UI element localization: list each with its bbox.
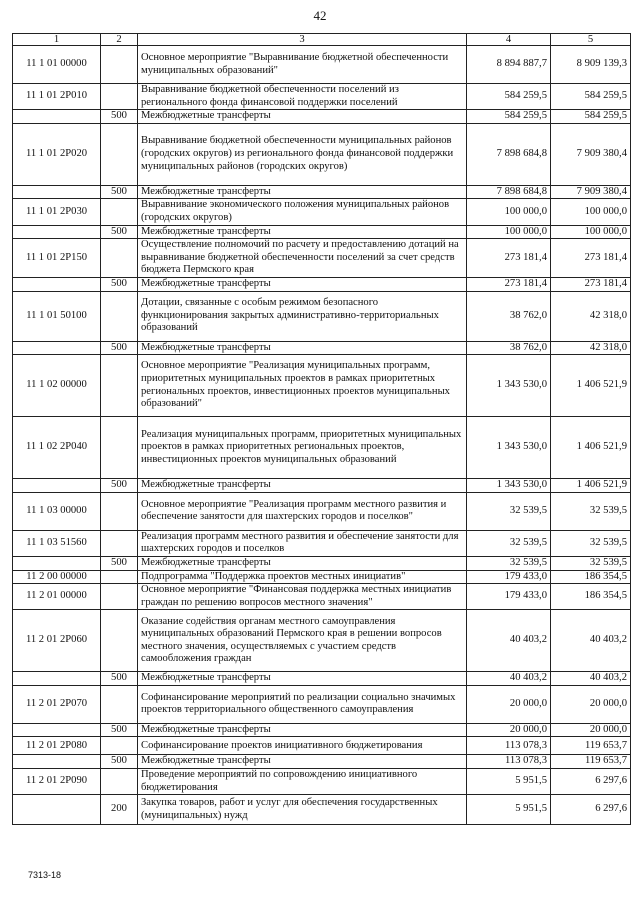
- row-value-year1: 584 259,5: [467, 84, 551, 110]
- row-value-year2: 7 909 380,4: [551, 185, 631, 199]
- row-code: 11 1 01 2Р150: [13, 239, 101, 278]
- row-name: Закупка товаров, работ и услуг для обеспечения государственных (муниципальных) нужд: [138, 795, 467, 825]
- row-expense-type: 500: [101, 755, 138, 769]
- column-header: 1: [13, 34, 101, 46]
- row-code: 11 1 01 00000: [13, 46, 101, 84]
- row-value-year1: 273 181,4: [467, 277, 551, 291]
- row-expense-type: [101, 291, 138, 341]
- row-name: Межбюджетные трансферты: [138, 110, 467, 124]
- row-value-year2: 6 297,6: [551, 795, 631, 825]
- row-name: Межбюджетные трансферты: [138, 277, 467, 291]
- row-code: 11 2 00 00000: [13, 570, 101, 584]
- table-row: [13, 277, 631, 291]
- row-code: 11 2 01 00000: [13, 584, 101, 610]
- row-name: Межбюджетные трансферты: [138, 341, 467, 355]
- row-code: [13, 185, 101, 199]
- column-header: 3: [138, 34, 467, 46]
- row-value-year2: 32 539,5: [551, 556, 631, 570]
- row-value-year1: 1 343 530,0: [467, 479, 551, 493]
- row-expense-type: 500: [101, 225, 138, 239]
- row-code: [13, 672, 101, 686]
- row-expense-type: [101, 685, 138, 723]
- row-value-year1: 113 078,3: [467, 755, 551, 769]
- row-expense-type: [101, 737, 138, 755]
- row-expense-type: [101, 239, 138, 278]
- row-value-year1: 20 000,0: [467, 685, 551, 723]
- table-row: [13, 530, 631, 556]
- table-row: [13, 479, 631, 493]
- table-row: [13, 341, 631, 355]
- row-name: Выравнивание бюджетной обеспеченности поселений из регионального фонда финансовой поддержки поселений: [138, 84, 467, 110]
- table-row: [13, 584, 631, 610]
- table-row: [13, 291, 631, 341]
- table-row: [13, 672, 631, 686]
- page-number: 42: [313, 8, 327, 23]
- row-value-year1: 32 539,5: [467, 556, 551, 570]
- row-name: Проведение мероприятий по сопровождению инициативного бюджетирования: [138, 769, 467, 795]
- row-code: [13, 479, 101, 493]
- row-code: 11 1 01 2Р030: [13, 199, 101, 225]
- table-row: [13, 225, 631, 239]
- row-value-year2: 186 354,5: [551, 570, 631, 584]
- row-value-year2: 42 318,0: [551, 341, 631, 355]
- row-code: [13, 723, 101, 737]
- row-name: Межбюджетные трансферты: [138, 672, 467, 686]
- row-value-year2: 20 000,0: [551, 723, 631, 737]
- table-row: [13, 46, 631, 84]
- row-value-year1: 20 000,0: [467, 723, 551, 737]
- row-name: Основное мероприятие "Выравнивание бюджетной обеспеченности муниципальных образований": [138, 46, 467, 84]
- row-expense-type: [101, 123, 138, 185]
- row-name: Выравнивание экономического положения муниципальных районов (городских округов): [138, 199, 467, 225]
- row-value-year1: 8 894 887,7: [467, 46, 551, 84]
- row-code: [13, 225, 101, 239]
- row-expense-type: [101, 769, 138, 795]
- row-expense-type: 500: [101, 185, 138, 199]
- row-value-year1: 5 951,5: [467, 795, 551, 825]
- row-value-year1: 179 433,0: [467, 584, 551, 610]
- row-value-year2: 40 403,2: [551, 672, 631, 686]
- row-expense-type: [101, 570, 138, 584]
- row-value-year2: 1 406 521,9: [551, 417, 631, 479]
- table-row: [13, 123, 631, 185]
- row-value-year2: 119 653,7: [551, 755, 631, 769]
- row-value-year2: 1 406 521,9: [551, 479, 631, 493]
- row-name: Подпрограмма "Поддержка проектов местных инициатив": [138, 570, 467, 584]
- row-value-year2: 100 000,0: [551, 199, 631, 225]
- row-value-year2: 584 259,5: [551, 110, 631, 124]
- row-name: Софинансирование мероприятий по реализации социально значимых проектов территориального общественного самоуправления: [138, 685, 467, 723]
- row-value-year1: 32 539,5: [467, 530, 551, 556]
- table-row: [13, 795, 631, 825]
- row-value-year1: 100 000,0: [467, 199, 551, 225]
- row-code: [13, 795, 101, 825]
- row-code: 11 1 01 2Р020: [13, 123, 101, 185]
- row-value-year1: 1 343 530,0: [467, 355, 551, 417]
- row-code: 11 2 01 2Р060: [13, 610, 101, 672]
- row-name: Софинансирование проектов инициативного бюджетирования: [138, 737, 467, 755]
- row-expense-type: 500: [101, 479, 138, 493]
- row-value-year2: 273 181,4: [551, 277, 631, 291]
- table-row: [13, 84, 631, 110]
- row-value-year2: 584 259,5: [551, 84, 631, 110]
- row-expense-type: 500: [101, 110, 138, 124]
- row-name: Выравнивание бюджетной обеспеченности муниципальных районов (городских округов) из регионального фонда финансовой поддержки муниципальных районов (городских округов): [138, 123, 467, 185]
- row-code: [13, 556, 101, 570]
- budget-table: [12, 33, 631, 825]
- row-expense-type: [101, 610, 138, 672]
- row-code: [13, 277, 101, 291]
- row-name: Межбюджетные трансферты: [138, 723, 467, 737]
- table-row: [13, 110, 631, 124]
- row-value-year1: 100 000,0: [467, 225, 551, 239]
- row-value-year2: 100 000,0: [551, 225, 631, 239]
- footer-code: 7313-18: [28, 870, 62, 880]
- row-name: Межбюджетные трансферты: [138, 185, 467, 199]
- table-row: [13, 769, 631, 795]
- row-value-year1: 7 898 684,8: [467, 123, 551, 185]
- row-expense-type: [101, 417, 138, 479]
- table-row: [13, 417, 631, 479]
- row-expense-type: [101, 492, 138, 530]
- row-code: 11 1 01 2Р010: [13, 84, 101, 110]
- row-expense-type: 500: [101, 341, 138, 355]
- row-value-year2: 32 539,5: [551, 530, 631, 556]
- table-row: [13, 199, 631, 225]
- row-value-year2: 40 403,2: [551, 610, 631, 672]
- row-code: 11 2 01 2Р080: [13, 737, 101, 755]
- table-header-row: [13, 34, 631, 46]
- row-name: Межбюджетные трансферты: [138, 225, 467, 239]
- table-row: [13, 239, 631, 278]
- table-row: [13, 737, 631, 755]
- row-value-year1: 40 403,2: [467, 672, 551, 686]
- row-name: Реализация программ местного развития и обеспечение занятости для шахтерских городов и поселков: [138, 530, 467, 556]
- row-value-year2: 8 909 139,3: [551, 46, 631, 84]
- row-code: 11 1 03 00000: [13, 492, 101, 530]
- row-name: Реализация муниципальных программ, приоритетных муниципальных проектов в рамках приоритетных региональных проектов, инвестиционных проектов муниципальных образований: [138, 417, 467, 479]
- row-expense-type: 500: [101, 723, 138, 737]
- row-value-year1: 179 433,0: [467, 570, 551, 584]
- row-value-year1: 38 762,0: [467, 291, 551, 341]
- row-expense-type: 500: [101, 277, 138, 291]
- column-header: 4: [467, 34, 551, 46]
- row-name: Основное мероприятие "Реализация муниципальных программ, приоритетных муниципальных проектов в рамках приоритетных региональных проектов, инвестиционных проектов муниципальных образований": [138, 355, 467, 417]
- row-name: Осуществление полномочий по расчету и предоставлению дотаций на выравнивание бюджетной обеспеченности поселений за счет средств бюджета Пермского края: [138, 239, 467, 278]
- row-value-year2: 32 539,5: [551, 492, 631, 530]
- row-code: [13, 341, 101, 355]
- row-name: Основное мероприятие "Финансовая поддержка местных инициатив граждан по решению вопросов местного значения": [138, 584, 467, 610]
- table-row: [13, 723, 631, 737]
- row-value-year1: 113 078,3: [467, 737, 551, 755]
- row-code: [13, 110, 101, 124]
- column-header: 2: [101, 34, 138, 46]
- row-value-year1: 38 762,0: [467, 341, 551, 355]
- row-value-year1: 584 259,5: [467, 110, 551, 124]
- row-value-year1: 7 898 684,8: [467, 185, 551, 199]
- row-code: 11 1 03 51560: [13, 530, 101, 556]
- row-name: Дотации, связанные с особым режимом безопасного функционирования закрытых административно-территориальных образований: [138, 291, 467, 341]
- row-value-year2: 119 653,7: [551, 737, 631, 755]
- row-name: Межбюджетные трансферты: [138, 479, 467, 493]
- row-value-year2: 273 181,4: [551, 239, 631, 278]
- row-code: 11 2 01 2Р070: [13, 685, 101, 723]
- table-row: [13, 355, 631, 417]
- row-name: Межбюджетные трансферты: [138, 556, 467, 570]
- row-expense-type: 500: [101, 556, 138, 570]
- row-code: 11 1 01 50100: [13, 291, 101, 341]
- table-row: [13, 556, 631, 570]
- row-value-year2: 7 909 380,4: [551, 123, 631, 185]
- table-row: [13, 610, 631, 672]
- row-value-year2: 186 354,5: [551, 584, 631, 610]
- row-expense-type: [101, 84, 138, 110]
- row-value-year1: 5 951,5: [467, 769, 551, 795]
- table-row: [13, 492, 631, 530]
- row-expense-type: 200: [101, 795, 138, 825]
- row-code: 11 1 02 2Р040: [13, 417, 101, 479]
- row-value-year2: 20 000,0: [551, 685, 631, 723]
- row-expense-type: [101, 530, 138, 556]
- row-name: Основное мероприятие "Реализация программ местного развития и обеспечение занятости для шахтерских городов и поселков": [138, 492, 467, 530]
- row-expense-type: [101, 46, 138, 84]
- row-code: [13, 755, 101, 769]
- row-expense-type: 500: [101, 672, 138, 686]
- row-value-year2: 42 318,0: [551, 291, 631, 341]
- row-expense-type: [101, 355, 138, 417]
- column-header: 5: [551, 34, 631, 46]
- table-row: [13, 570, 631, 584]
- row-code: 11 2 01 2Р090: [13, 769, 101, 795]
- row-value-year1: 273 181,4: [467, 239, 551, 278]
- row-name: Межбюджетные трансферты: [138, 755, 467, 769]
- row-code: 11 1 02 00000: [13, 355, 101, 417]
- row-expense-type: [101, 584, 138, 610]
- row-expense-type: [101, 199, 138, 225]
- row-value-year1: 40 403,2: [467, 610, 551, 672]
- table-row: [13, 185, 631, 199]
- row-value-year2: 1 406 521,9: [551, 355, 631, 417]
- row-name: Оказание содействия органам местного самоуправления муниципальных образований Пермского края в решении вопросов местного значения, осуществляемых с участием средств самообложения граждан: [138, 610, 467, 672]
- row-value-year1: 1 343 530,0: [467, 417, 551, 479]
- table-row: [13, 685, 631, 723]
- row-value-year1: 32 539,5: [467, 492, 551, 530]
- row-value-year2: 6 297,6: [551, 769, 631, 795]
- table-row: [13, 755, 631, 769]
